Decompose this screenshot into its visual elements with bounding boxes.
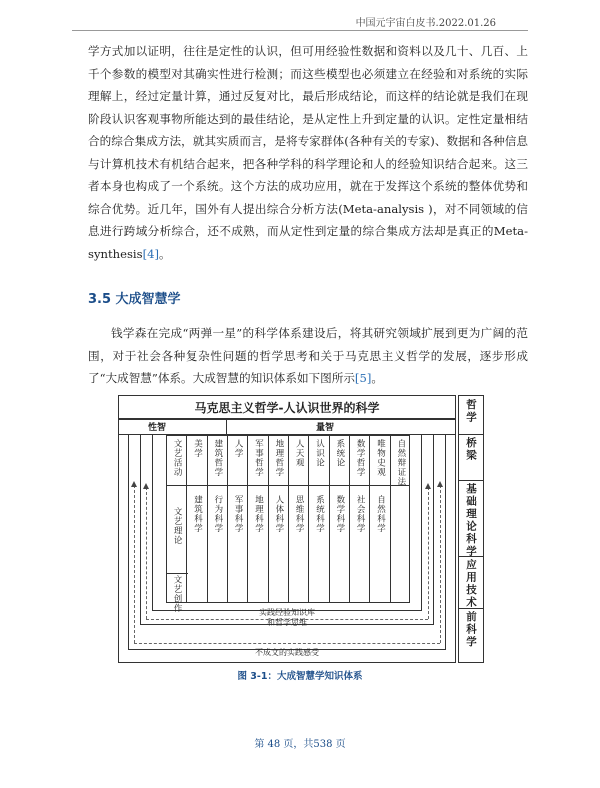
basic-science-label: 数学科学 xyxy=(334,495,345,533)
column-divider xyxy=(247,435,248,603)
basic-science-label: 系统科学 xyxy=(314,495,325,533)
bridge-label: 系统论 xyxy=(334,439,345,468)
basic-science-label: 社会科学 xyxy=(355,495,366,533)
bridge-label: 唯物史观 xyxy=(375,439,386,477)
bridge-label: 人天观 xyxy=(294,439,305,468)
right-category-label: 哲学 xyxy=(465,399,477,424)
basic-science-label: 行为科学 xyxy=(212,495,223,533)
arrow-up-icon xyxy=(143,483,149,489)
basic-science-label: 地理科学 xyxy=(253,495,264,533)
bridge-label: 美学 xyxy=(192,439,203,458)
column-divider xyxy=(390,435,391,603)
citation-5[interactable]: [5] xyxy=(354,371,372,385)
bottom-label-3: 不成文的实践感受 xyxy=(255,648,319,657)
basic-science-label: 文艺理论 xyxy=(172,507,183,545)
applied-label-wenyichuangzuo: 文艺创作 xyxy=(172,575,182,613)
bridge-label: 认识论 xyxy=(314,439,325,468)
paragraph-2: 钱学森在完成“两弹一星”的科学体系建设后，将其研究领域扩展到更为广阔的范围，对于社会各种复杂性问题的哲学思考和关于马克思主义哲学的发展，逐步形成了“大成智慧”体系。大成智慧的知识体系如下图所示[5]。 xyxy=(88,326,528,385)
column-divider xyxy=(268,435,269,603)
column-divider xyxy=(329,435,330,603)
applied-divider xyxy=(166,573,188,574)
column-divider xyxy=(349,435,350,603)
section-title: 3.5 大成智慧学 xyxy=(88,292,181,307)
page-header: 中国元宇宙白皮书.2022.01.26 xyxy=(355,18,496,29)
bottom-label-2: 和哲学思维 xyxy=(267,618,307,627)
column-divider xyxy=(288,435,289,603)
figure-caption: 图 3-1：大成智慧学知识体系 xyxy=(237,671,363,682)
knowledge-system-diagram xyxy=(118,395,484,663)
basic-science-label: 建筑科学 xyxy=(192,495,203,533)
xingzhi-label: 性智 xyxy=(148,423,167,433)
right-column-divider xyxy=(458,608,484,609)
column-divider xyxy=(207,435,208,603)
subheader-divider xyxy=(226,419,227,435)
column-divider xyxy=(369,435,370,603)
column-divider xyxy=(186,435,187,603)
bridge-label: 文艺活动 xyxy=(172,439,183,477)
right-column-divider xyxy=(458,434,484,435)
bridge-label: 地理哲学 xyxy=(273,439,284,477)
paragraph-1: 学方式加以证明，往往是定性的认识，但可用经验性数据和资料以及几十、几百、上千个参数的模型对其确实性进行检测；而这些模型也必须建立在经验和对系统的实际理解上，经过定量计算，通过反复对比，最后形成结论，而这样的结论就是我们在现阶段认识客观事物所能达到的最佳结论，是从定性上升到定量的认识。定性定量相结合的综合集成方法，就其实质而言，是将专家群体(各种有关的专家)、数据和各种信息与计算机技术有机结合起来，把各种学科的科学理论和人的经验知识结合起来。这三者本身也构成了一个系统。这个方法的成功应用，就在于发挥这个系统的整体优势和综合优势。近几年，国外有人提出综合分析方法(Meta-analysis )，对不同领域的信息进行跨域分析综合，还不成熟，而从定性到定量的综合集成方法却是真正的Meta-synthesis[4]。 xyxy=(88,44,528,261)
column-divider xyxy=(308,435,309,603)
header-divider xyxy=(72,30,528,31)
subheader-bar xyxy=(118,419,456,435)
citation-4[interactable]: [4] xyxy=(142,246,159,261)
right-category-label: 应用技术 xyxy=(465,559,477,609)
basic-science-label: 军事科学 xyxy=(233,495,244,533)
arrow-up-icon xyxy=(437,481,443,487)
liangzhi-label: 量智 xyxy=(316,423,335,433)
right-column-divider xyxy=(458,556,484,557)
basic-science-label: 人体科学 xyxy=(273,495,284,533)
column-divider xyxy=(227,435,228,603)
arrow-up-icon xyxy=(131,481,137,487)
right-category-label: 前科学 xyxy=(465,611,477,649)
bridge-label: 自然辩证法 xyxy=(395,439,406,487)
basic-science-label: 自然科学 xyxy=(375,495,386,533)
basic-science-label: 思维科学 xyxy=(294,495,305,533)
bridge-label: 人学 xyxy=(233,439,244,458)
bridge-label: 数学哲学 xyxy=(355,439,366,477)
bottom-label-1: 实践经验知识库 xyxy=(259,608,315,617)
right-category-label: 桥梁 xyxy=(465,437,477,462)
arrow-up-icon xyxy=(425,483,431,489)
bridge-label: 军事哲学 xyxy=(253,439,264,477)
page-footer: 第 48 页，共538 页 xyxy=(254,739,346,750)
right-category-label: 基础理论科学 xyxy=(465,483,477,558)
diagram-title: 马克思主义哲学-人认识世界的科学 xyxy=(194,401,380,415)
right-column-divider xyxy=(458,480,484,481)
bridge-label: 建筑哲学 xyxy=(212,439,223,477)
